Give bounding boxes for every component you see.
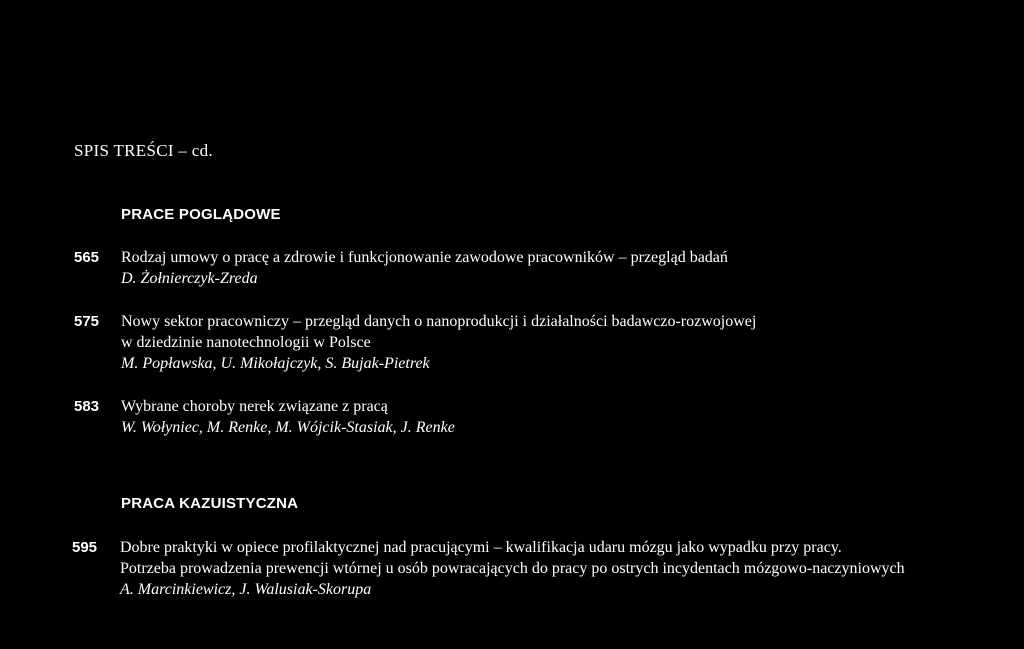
entry-body (121, 396, 455, 438)
entry-body (121, 311, 756, 374)
entry-title-line: w dziedzinie nanotechnologii w Polsce (121, 334, 371, 351)
section-title-praca-kazuistyczna: PRACA KAZUISTYCZNA (121, 495, 299, 512)
page-number: 595 (72, 539, 98, 556)
entry-authors: W. Wołyniec, M. Renke, M. Wójcik-Stasiak, J. Renke (121, 419, 455, 436)
entry-title-line: Dobre praktyki w opiece profilaktycznej nad pracującymi – kwalifikacja udaru mózgu jako wypadku przy pracy. (120, 539, 842, 556)
entry-title-line: Potrzeba prowadzenia prewencji wtórnej u osób powracających do pracy po ostrych incydentach mózgowo-naczyniowych (120, 560, 905, 577)
page-number: 575 (74, 313, 100, 330)
entry-body (120, 537, 905, 600)
entry-title-line: Nowy sektor pracowniczy – przegląd danych o nanoprodukcji i działalności badawczo-rozwojowej (121, 313, 757, 330)
section-title-prace-pogladowe: PRACE POGLĄDOWE (121, 206, 281, 223)
page-number: 583 (74, 398, 100, 415)
entry-authors: D. Żołnierczyk-Zreda (121, 270, 258, 287)
entry-authors: A. Marcinkiewicz, J. Walusiak-Skorupa (120, 581, 372, 598)
page-number: 565 (74, 249, 100, 266)
toc-heading: SPIS TREŚCI – cd. (74, 141, 213, 160)
entry-title-line: Wybrane choroby nerek związane z pracą (121, 398, 388, 415)
entry-authors: M. Popławska, U. Mikołajczyk, S. Bujak-Pietrek (121, 355, 430, 372)
entry-body (121, 247, 728, 289)
entry-title-line: Rodzaj umowy o pracę a zdrowie i funkcjonowanie zawodowe pracowników – przegląd badań (121, 249, 728, 266)
